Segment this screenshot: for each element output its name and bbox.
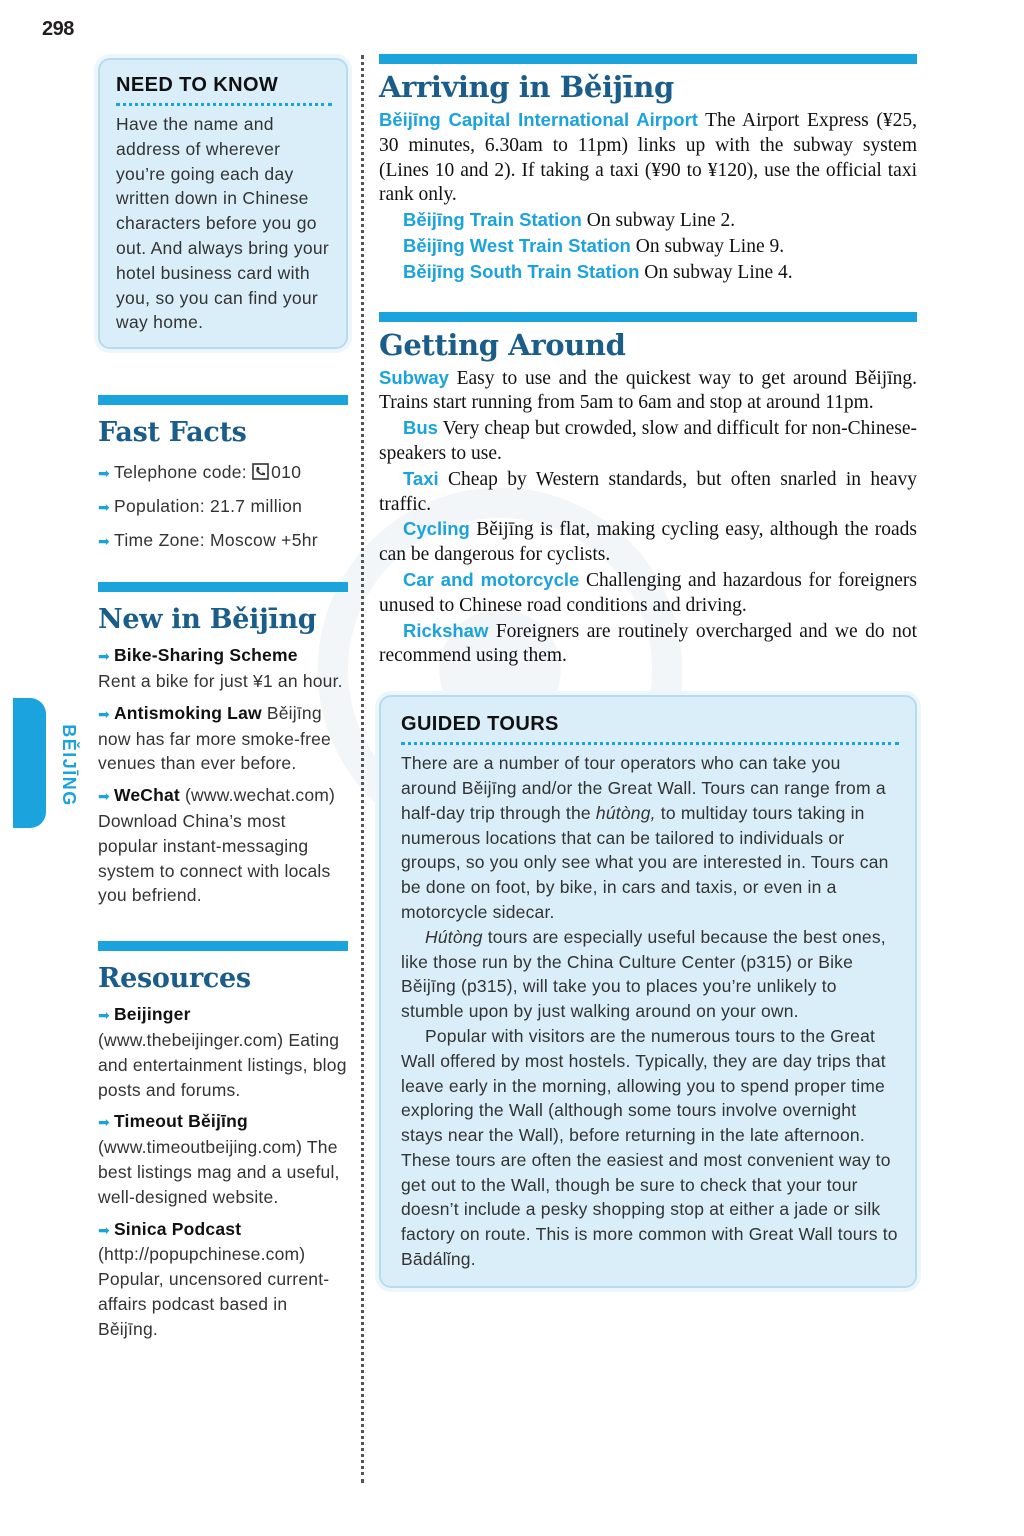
fact-value: 010: [271, 462, 302, 483]
page-number: 298: [42, 18, 74, 40]
need-to-know-text: Have the name and address of wherever you’re going each day written down in Chinese characters before you go out. And always bring your hotel business card with you, so you can find your way home.: [116, 114, 330, 333]
item-name: Běijīng South Train Station: [403, 260, 640, 282]
item-name: Rickshaw: [403, 619, 489, 641]
transport-item: [379, 517, 917, 568]
fact-item: [98, 524, 348, 558]
item-text: Rent a bike for just ¥1 an hour.: [98, 670, 343, 691]
item-name: Sinica Podcast: [113, 1218, 242, 1239]
fact-label: Telephone code:: [114, 462, 253, 483]
item-name: Běijīng West Train Station: [403, 234, 631, 256]
fast-facts-title: Fast Facts: [98, 417, 247, 449]
getting-around-bar: [379, 312, 917, 322]
tours-paragraph: [401, 751, 899, 925]
item-name: Bus: [403, 417, 438, 439]
item-name: Timeout Běijīng: [113, 1111, 248, 1132]
item-text: (www.thebeijinger.com) Eating and entertainment listings, blog posts and forums.: [98, 1029, 347, 1100]
item-text: Very cheap but crowded, slow and difficult for non-Chinese-speakers to use.: [379, 418, 917, 464]
item-text: Foreigners are routinely overcharged and we do not recommend using them.: [379, 620, 917, 667]
transport-item: [379, 366, 917, 417]
arrow-icon: ➡: [98, 499, 111, 516]
transport-item: [379, 467, 917, 518]
transport-item: [379, 568, 917, 619]
arriving-item: [379, 108, 917, 208]
item-text: On subway Line 4.: [639, 261, 793, 283]
arrow-icon: ➡: [98, 705, 110, 722]
side-tab-label: [48, 700, 88, 830]
item-name: Cycling: [403, 518, 470, 540]
item-text: On subway Line 2.: [581, 210, 736, 232]
side-tab: [13, 698, 46, 828]
arrow-icon: ➡: [98, 1114, 110, 1131]
arriving-item: [379, 208, 917, 234]
item-text: The Airport Express (¥25, 30 minutes, 6.30am to 11pm) links up with the subway system (Lines 10 and 2). If taking a taxi (¥90 to ¥120), use the official taxi rank only.: [379, 110, 917, 206]
tours-emphasis: Hútòng: [425, 926, 483, 947]
resources-title: Resources: [98, 963, 251, 995]
item-text: Běijīng now has far more smoke-free venues than ever before.: [98, 702, 331, 774]
fact-item: [98, 490, 348, 524]
arrow-icon: ➡: [98, 648, 110, 665]
item-name: Běijīng Capital International Airport: [379, 109, 698, 130]
right-column: [379, 54, 917, 1288]
item-name: Taxi: [403, 467, 439, 489]
list-item: [98, 1109, 348, 1209]
resources-bar: [98, 941, 348, 951]
item-name: Bike-Sharing Scheme: [113, 645, 298, 666]
list-item: [98, 783, 348, 908]
list-item: [98, 643, 348, 694]
item-text: On subway Line 9.: [630, 235, 785, 257]
list-item: [98, 1002, 348, 1102]
fact-text: Time Zone: Moscow +5hr: [114, 530, 318, 551]
need-to-know-box: [98, 58, 348, 349]
arrow-icon: ➡: [98, 465, 111, 482]
arriving-title: Arriving in Běijīng: [379, 70, 674, 104]
tours-paragraph: [401, 925, 899, 1024]
tours-emphasis: hútòng,: [595, 802, 656, 823]
need-to-know-title: NEED TO KNOW: [116, 74, 332, 106]
arriving-bar: [379, 54, 917, 64]
item-text: Challenging and hazardous for foreigners unused to Chinese road conditions and driving.: [379, 569, 917, 616]
transport-item: [379, 619, 917, 670]
side-tab-text: BĚIJĪNG: [58, 723, 79, 807]
arriving-item: [379, 260, 917, 286]
arrow-icon: ➡: [98, 533, 111, 550]
item-name: Běijīng Train Station: [403, 209, 582, 231]
fact-item: [98, 456, 348, 490]
list-item: [98, 701, 348, 776]
item-text: (www.wechat.com) Download China’s most popular instant-messaging system to connect with locals you befriend.: [98, 785, 336, 906]
getting-around-title: Getting Around: [379, 327, 626, 362]
fast-facts-bar: [98, 395, 348, 405]
new-in-bar: [98, 582, 348, 592]
tours-text: tours are especially useful because the best ones, like those run by the China Culture Center (p315) or Bike Běijīng (p315), will take you to places you’re unlikely to stumble upon by just walking around on your own.: [401, 926, 886, 1022]
guided-tours-box: [379, 695, 917, 1288]
fact-text: Population: 21.7 million: [114, 496, 303, 517]
item-text: (www.timeoutbeijing.com) The best listings mag and a useful, well-designed website.: [98, 1137, 340, 1207]
item-text: Cheap by Western standards, but often snarled in heavy traffic.: [379, 468, 917, 515]
arriving-item: [379, 234, 917, 260]
arrow-icon: ➡: [98, 788, 110, 805]
item-name: Car and motorcycle: [403, 568, 580, 590]
left-column: [98, 58, 348, 1349]
item-name: Beijinger: [113, 1004, 191, 1025]
tours-text: There are a number of tour operators who can take you around Běijīng and/or the Great Wall. Tours can range from a half-day trip through the: [401, 753, 886, 823]
tours-text: to multiday tours taking in numerous locations that can be tailored to individuals or groups, so you only see what you are interested in. Tours can be done on foot, by bike, in cars and taxis, or even in a motorcycle sidecar.: [401, 802, 889, 922]
phone-icon: [252, 463, 269, 480]
arrow-icon: ➡: [98, 1221, 110, 1238]
new-in-title: New in Běijīng: [98, 604, 317, 636]
tours-text: Popular with visitors are the numerous tours to the Great Wall offered by most hostels. Typically, they are day trips that leave early in the morning, allowing you to spend proper time exploring the Wall (although some tours involve overnight stays near the Wall), before returning in the late afternoon. These tours are often the easiest and most convenient way to get out to the Wall, though be sure to check that your tour doesn’t include a pesky shopping stop at either a jade or silk factory on route. This is more common with Great Wall tours to Bādálǐng.: [401, 1025, 898, 1270]
guided-tours-title: GUIDED TOURS: [401, 713, 899, 745]
item-name: Antismoking Law: [113, 702, 262, 723]
item-text: Easy to use and the quickest way to get around Běijīng. Trains start running from 5am to 6am and stop at around 11pm.: [379, 367, 917, 414]
item-name: WeChat: [113, 785, 180, 806]
item-text: (http://popupchinese.com) Popular, uncensored current-affairs podcast based in Běijīng.: [98, 1244, 330, 1339]
item-text: Běijīng is flat, making cycling easy, although the roads can be dangerous for cyclists.: [379, 519, 917, 566]
transport-item: [379, 416, 917, 467]
tours-paragraph: [401, 1024, 899, 1272]
list-item: [98, 1217, 348, 1342]
arrow-icon: ➡: [98, 1007, 110, 1024]
item-name: Subway: [379, 366, 449, 388]
